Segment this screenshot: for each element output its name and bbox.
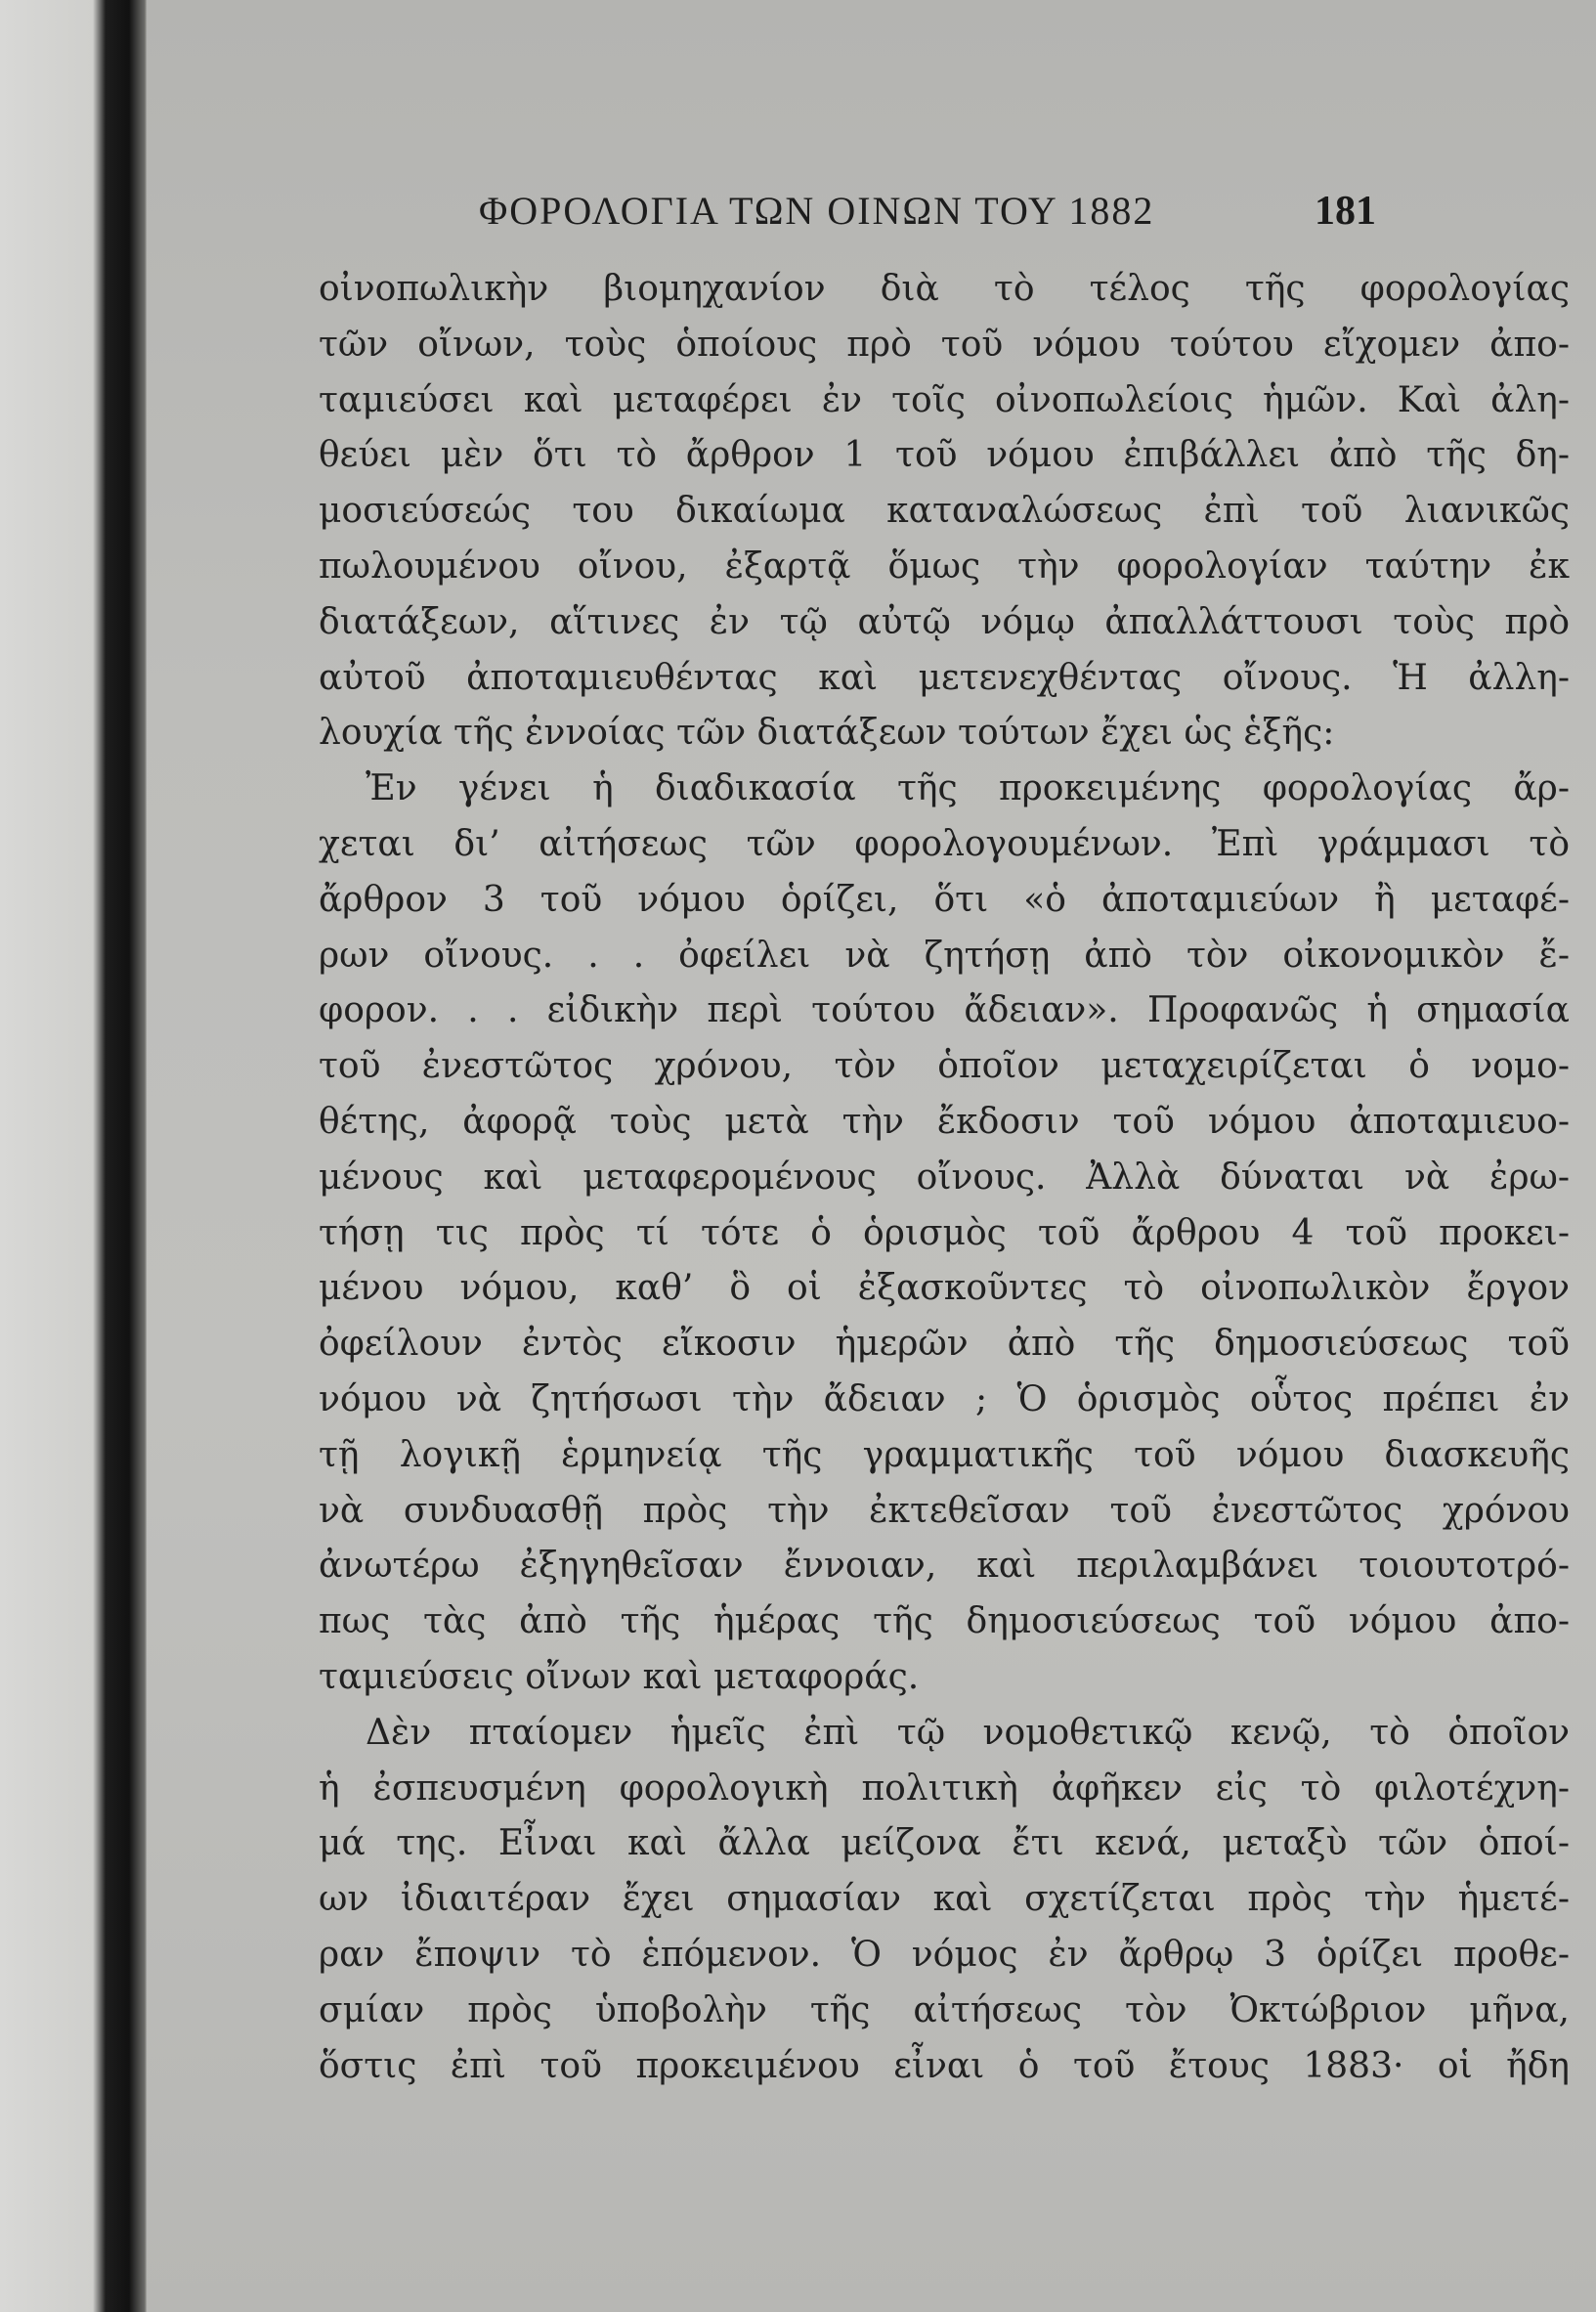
text-line: νὰ συνδυασθῇ πρὸς τὴν ἐκτεθεῖσαν τοῦ ἐνεστῶτος χρόνου bbox=[319, 1490, 1570, 1531]
book-page bbox=[147, 0, 1596, 2312]
page-number: 181 bbox=[1315, 189, 1376, 234]
text-line: φορον. . . εἰδικὴν περὶ τούτου ἄδειαν». Προφανῶς ἡ σημασία bbox=[319, 990, 1570, 1031]
text-line: θέτης, ἀφορᾷ τοὺς μετὰ τὴν ἔκδοσιν τοῦ νόμου ἀποταμιευο- bbox=[319, 1101, 1570, 1142]
text-line: ἄρθρον 3 τοῦ νόμου ὁρίζει, ὅτι «ὁ ἀποταμιεύων ἢ μεταφέ- bbox=[319, 879, 1570, 920]
text-line: ταμιεύσει καὶ μεταφέρει ἐν τοῖς οἰνοπωλείοις ἡμῶν. Καὶ ἀλη- bbox=[319, 379, 1570, 420]
text-line: ων ἰδιαιτέραν ἔχει σημασίαν καὶ σχετίζεται πρὸς τὴν ἡμετέ- bbox=[319, 1879, 1570, 1920]
running-title: ΦΟΡΟΛΟΓΙΑ ΤΩΝ ΟΙΝΩΝ ΤΟΥ 1882 bbox=[479, 189, 1155, 233]
text-line: διατάξεων, αἵτινες ἐν τῷ αὐτῷ νόμῳ ἀπαλλάττουσι τοὺς πρὸ bbox=[319, 601, 1570, 642]
text-line: μένους καὶ μεταφερομένους οἴνους. Ἀλλὰ δύναται νὰ ἐρω- bbox=[319, 1156, 1570, 1198]
text-line: λουχία τῆς ἐννοίας τῶν διατάξεων τούτων ἔχει ὡς ἑξῆς: bbox=[319, 713, 1335, 754]
body-text bbox=[319, 262, 1570, 2094]
text-line: μά της. Εἶναι καὶ ἄλλα μείζονα ἔτι κενά, μεταξὺ τῶν ὁποί- bbox=[319, 1823, 1570, 1864]
text-line: Δὲν πταίομεν ἡμεῖς ἐπὶ τῷ νομοθετικῷ κενῷ, τὸ ὁποῖον bbox=[366, 1712, 1570, 1753]
text-line: ρων οἴνους. . . ὀφείλει νὰ ζητήσῃ ἀπὸ τὸν οἰκονομικὸν ἔ- bbox=[319, 935, 1570, 976]
text-line: χεται δι’ αἰτήσεως τῶν φορολογουμένων. Ἐπὶ γράμμασι τὸ bbox=[319, 823, 1570, 864]
text-line: θεύει μὲν ὅτι τὸ ἄρθρον 1 τοῦ νόμου ἐπιβάλλει ἀπὸ τῆς δη- bbox=[319, 435, 1570, 476]
text-line: πωλουμένου οἴνου, ἐξαρτᾷ ὅμως τὴν φορολογίαν ταύτην ἐκ bbox=[319, 545, 1570, 587]
text-line: ἀνωτέρω ἐξηγηθεῖσαν ἔννοιαν, καὶ περιλαμβάνει τοιουτοτρό- bbox=[319, 1546, 1570, 1587]
text-line: πως τὰς ἀπὸ τῆς ἡμέρας τῆς δημοσιεύσεως τοῦ νόμου ἀπο- bbox=[319, 1601, 1570, 1642]
text-line: ὅστις ἐπὶ τοῦ προκειμένου εἶναι ὁ τοῦ ἔτους 1883· οἱ ἤδη bbox=[319, 2045, 1570, 2086]
text-line: τήσῃ τις πρὸς τί τότε ὁ ὁρισμὸς τοῦ ἄρθρου 4 τοῦ προκει- bbox=[319, 1212, 1570, 1253]
text-line: σμίαν πρὸς ὑποβολὴν τῆς αἰτήσεως τὸν Ὀκτώβριον μῆνα, bbox=[319, 1989, 1570, 2030]
text-line: αὐτοῦ ἀποταμιευθέντας καὶ μετενεχθέντας οἴνους. Ἡ ἀλλη- bbox=[319, 657, 1570, 698]
text-line: μένου νόμου, καθ’ ὃ οἱ ἐξασκοῦντες τὸ οἰνοπωλικὸν ἔργον bbox=[319, 1268, 1570, 1309]
text-line: νόμου νὰ ζητήσωσι τὴν ἄδειαν ; Ὁ ὁρισμὸς οὗτος πρέπει ἐν bbox=[319, 1378, 1570, 1419]
book-spine-gutter bbox=[0, 0, 147, 2312]
text-line: ὀφείλουν ἐντὸς εἴκοσιν ἡμερῶν ἀπὸ τῆς δημοσιεύσεως τοῦ bbox=[319, 1324, 1570, 1365]
text-line: ραν ἔποψιν τὸ ἑπόμενον. Ὁ νόμος ἐν ἄρθρῳ 3 ὁρίζει προθε- bbox=[319, 1934, 1570, 1975]
text-line: τῇ λογικῇ ἑρμηνείᾳ τῆς γραμματικῆς τοῦ νόμου διασκευῆς bbox=[319, 1434, 1570, 1475]
text-line: οἰνοπωλικὴν βιομηχανίον διὰ τὸ τέλος τῆς φορολογίας bbox=[319, 269, 1570, 309]
text-line: Ἐν γένει ἡ διαδικασία τῆς προκειμένης φορολογίας ἄρ- bbox=[366, 768, 1570, 809]
text-line: ἡ ἐσπευσμένη φορολογικὴ πολιτικὴ ἀφῆκεν εἰς τὸ φιλοτέχνη- bbox=[319, 1767, 1570, 1809]
text-line: τῶν οἴνων, τοὺς ὁποίους πρὸ τοῦ νόμου τούτου εἴχομεν ἀπο- bbox=[319, 324, 1570, 365]
text-line: μοσιεύσεώς του δικαίωμα καταναλώσεως ἐπὶ τοῦ λιανικῶς bbox=[319, 491, 1570, 532]
text-line: ταμιεύσεις οἴνων καὶ μεταφοράς. bbox=[319, 1656, 920, 1697]
text-line: τοῦ ἐνεστῶτος χρόνου, τὸν ὁποῖον μεταχειρίζεται ὁ νομο- bbox=[319, 1046, 1570, 1087]
page-header bbox=[147, 188, 1596, 246]
